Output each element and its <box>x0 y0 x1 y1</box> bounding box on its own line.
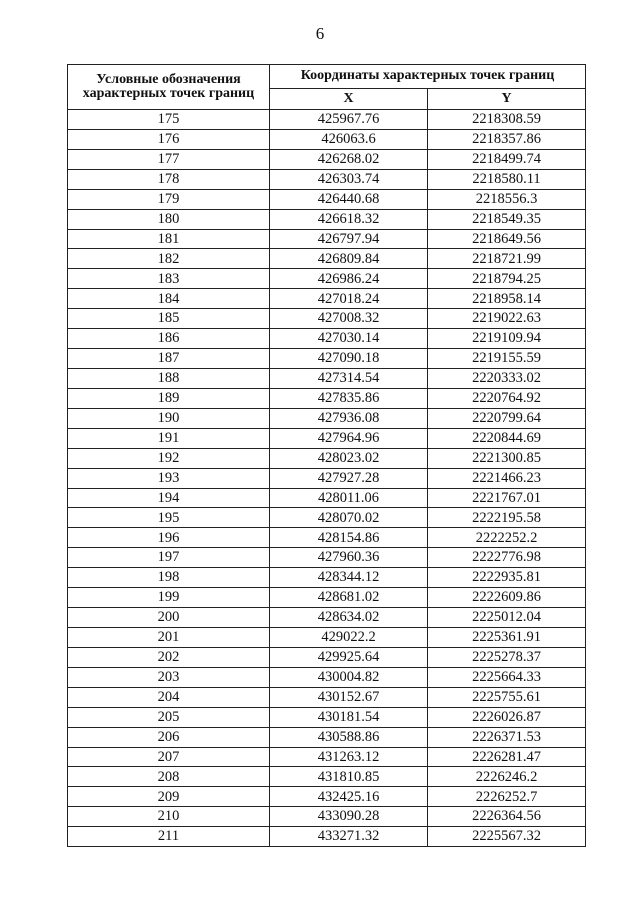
x-coordinate-cell: 428634.02 <box>270 608 428 628</box>
x-coordinate-cell: 427835.86 <box>270 388 428 408</box>
x-coordinate-cell: 430004.82 <box>270 667 428 687</box>
point-number-cell: 175 <box>68 110 270 130</box>
point-number-cell: 204 <box>68 687 270 707</box>
x-coordinate-cell: 427964.96 <box>270 428 428 448</box>
y-coordinate-cell: 2226371.53 <box>428 727 586 747</box>
table-row <box>68 249 586 269</box>
x-coordinate-cell: 426797.94 <box>270 229 428 249</box>
y-coordinate-cell: 2218308.59 <box>428 110 586 130</box>
table-row <box>68 747 586 767</box>
point-number-cell: 190 <box>68 408 270 428</box>
point-number-cell: 194 <box>68 488 270 508</box>
y-coordinate-cell: 2226364.56 <box>428 807 586 827</box>
point-number-cell: 207 <box>68 747 270 767</box>
y-coordinate-cell: 2226026.87 <box>428 707 586 727</box>
table-row <box>68 189 586 209</box>
y-coordinate-cell: 2218721.99 <box>428 249 586 269</box>
y-coordinate-cell: 2225012.04 <box>428 608 586 628</box>
point-number-cell: 200 <box>68 608 270 628</box>
table-row <box>68 110 586 130</box>
y-coordinate-cell: 2222609.86 <box>428 588 586 608</box>
x-coordinate-cell: 430152.67 <box>270 687 428 707</box>
table-row <box>68 169 586 189</box>
table-header <box>68 65 586 110</box>
table-row <box>68 368 586 388</box>
x-coordinate-cell: 426618.32 <box>270 209 428 229</box>
point-number-cell: 203 <box>68 667 270 687</box>
y-coordinate-cell: 2219022.63 <box>428 309 586 329</box>
point-number-cell: 176 <box>68 129 270 149</box>
x-coordinate-cell: 433271.32 <box>270 827 428 847</box>
y-coordinate-cell: 2219155.59 <box>428 349 586 369</box>
y-coordinate-cell: 2219109.94 <box>428 329 586 349</box>
x-coordinate-cell: 428070.02 <box>270 508 428 528</box>
table-row <box>68 209 586 229</box>
table-row <box>68 349 586 369</box>
table-row <box>68 309 586 329</box>
y-coordinate-cell: 2220333.02 <box>428 368 586 388</box>
x-coordinate-cell: 426986.24 <box>270 269 428 289</box>
y-coordinate-cell: 2220799.64 <box>428 408 586 428</box>
point-number-cell: 186 <box>68 329 270 349</box>
table-row <box>68 687 586 707</box>
point-number-cell: 210 <box>68 807 270 827</box>
page-number: 6 <box>315 24 325 43</box>
table-row <box>68 269 586 289</box>
x-coordinate-cell: 431263.12 <box>270 747 428 767</box>
y-coordinate-cell: 2226281.47 <box>428 747 586 767</box>
x-coordinate-cell: 427030.14 <box>270 329 428 349</box>
y-coordinate-cell: 2225755.61 <box>428 687 586 707</box>
x-coordinate-cell: 426268.02 <box>270 149 428 169</box>
table-row <box>68 647 586 667</box>
x-coordinate-cell: 427936.08 <box>270 408 428 428</box>
table-row <box>68 827 586 847</box>
y-coordinate-cell: 2218649.56 <box>428 229 586 249</box>
table-row <box>68 229 586 249</box>
y-coordinate-cell: 2225664.33 <box>428 667 586 687</box>
table-row <box>68 568 586 588</box>
table-row <box>68 428 586 448</box>
point-number-cell: 177 <box>68 149 270 169</box>
table-row <box>68 767 586 787</box>
point-number-cell: 178 <box>68 169 270 189</box>
table-row <box>68 787 586 807</box>
table-row <box>68 707 586 727</box>
y-coordinate-cell: 2225361.91 <box>428 627 586 647</box>
table-row <box>68 388 586 408</box>
table-row <box>68 727 586 747</box>
x-coordinate-cell: 428023.02 <box>270 448 428 468</box>
x-column-header: X <box>270 88 428 109</box>
y-coordinate-cell: 2218794.25 <box>428 269 586 289</box>
y-coordinate-cell: 2218499.74 <box>428 149 586 169</box>
point-number-cell: 189 <box>68 388 270 408</box>
point-number-cell: 185 <box>68 309 270 329</box>
y-coordinate-cell: 2218958.14 <box>428 289 586 309</box>
point-number-cell: 180 <box>68 209 270 229</box>
x-coordinate-cell: 432425.16 <box>270 787 428 807</box>
point-number-cell: 179 <box>68 189 270 209</box>
point-number-cell: 201 <box>68 627 270 647</box>
table-body <box>68 110 586 847</box>
table-row <box>68 408 586 428</box>
point-number-cell: 198 <box>68 568 270 588</box>
table-row <box>68 448 586 468</box>
point-number-cell: 192 <box>68 448 270 468</box>
point-number-cell: 184 <box>68 289 270 309</box>
y-coordinate-cell: 2222195.58 <box>428 508 586 528</box>
x-coordinate-cell: 427927.28 <box>270 468 428 488</box>
table-row <box>68 329 586 349</box>
x-coordinate-cell: 427018.24 <box>270 289 428 309</box>
point-number-cell: 202 <box>68 647 270 667</box>
point-number-cell: 205 <box>68 707 270 727</box>
table-row <box>68 488 586 508</box>
y-coordinate-cell: 2222252.2 <box>428 528 586 548</box>
x-coordinate-cell: 428011.06 <box>270 488 428 508</box>
x-coordinate-cell: 426809.84 <box>270 249 428 269</box>
point-number-cell: 181 <box>68 229 270 249</box>
y-column-header: Y <box>428 88 586 109</box>
x-coordinate-cell: 427090.18 <box>270 349 428 369</box>
point-number-cell: 195 <box>68 508 270 528</box>
x-coordinate-cell: 426063.6 <box>270 129 428 149</box>
coordinates-table <box>67 64 586 847</box>
x-coordinate-cell: 425967.76 <box>270 110 428 130</box>
point-number-cell: 191 <box>68 428 270 448</box>
x-coordinate-cell: 429022.2 <box>270 627 428 647</box>
x-coordinate-cell: 429925.64 <box>270 647 428 667</box>
point-number-cell: 183 <box>68 269 270 289</box>
point-number-cell: 197 <box>68 548 270 568</box>
table-row <box>68 667 586 687</box>
y-coordinate-cell: 2226246.2 <box>428 767 586 787</box>
x-coordinate-cell: 431810.85 <box>270 767 428 787</box>
table-row <box>68 149 586 169</box>
x-coordinate-cell: 428681.02 <box>270 588 428 608</box>
point-number-cell: 199 <box>68 588 270 608</box>
point-number-cell: 209 <box>68 787 270 807</box>
x-coordinate-cell: 428154.86 <box>270 528 428 548</box>
x-coordinate-cell: 428344.12 <box>270 568 428 588</box>
y-coordinate-cell: 2218549.35 <box>428 209 586 229</box>
table-row <box>68 129 586 149</box>
x-coordinate-cell: 427314.54 <box>270 368 428 388</box>
y-coordinate-cell: 2225278.37 <box>428 647 586 667</box>
x-coordinate-cell: 430588.86 <box>270 727 428 747</box>
x-coordinate-cell: 430181.54 <box>270 707 428 727</box>
y-coordinate-cell: 2222776.98 <box>428 548 586 568</box>
point-number-cell: 196 <box>68 528 270 548</box>
table-row <box>68 508 586 528</box>
table-row <box>68 468 586 488</box>
header-row <box>68 65 586 89</box>
y-coordinate-cell: 2226252.7 <box>428 787 586 807</box>
table-row <box>68 608 586 628</box>
table-row <box>68 627 586 647</box>
point-label-header: Условные обозначения характерных точек границ <box>68 65 270 110</box>
y-coordinate-cell: 2218580.11 <box>428 169 586 189</box>
y-coordinate-cell: 2221767.01 <box>428 488 586 508</box>
y-coordinate-cell: 2222935.81 <box>428 568 586 588</box>
point-number-cell: 193 <box>68 468 270 488</box>
point-number-cell: 211 <box>68 827 270 847</box>
y-coordinate-cell: 2225567.32 <box>428 827 586 847</box>
y-coordinate-cell: 2220844.69 <box>428 428 586 448</box>
point-number-cell: 182 <box>68 249 270 269</box>
coords-group-header: Координаты характерных точек границ <box>270 65 586 89</box>
point-number-cell: 188 <box>68 368 270 388</box>
table-row <box>68 528 586 548</box>
table-row <box>68 807 586 827</box>
table-row <box>68 548 586 568</box>
x-coordinate-cell: 433090.28 <box>270 807 428 827</box>
table-row <box>68 289 586 309</box>
y-coordinate-cell: 2220764.92 <box>428 388 586 408</box>
table-row <box>68 588 586 608</box>
x-coordinate-cell: 427008.32 <box>270 309 428 329</box>
x-coordinate-cell: 426303.74 <box>270 169 428 189</box>
y-coordinate-cell: 2218556.3 <box>428 189 586 209</box>
point-number-cell: 206 <box>68 727 270 747</box>
y-coordinate-cell: 2221300.85 <box>428 448 586 468</box>
y-coordinate-cell: 2218357.86 <box>428 129 586 149</box>
x-coordinate-cell: 427960.36 <box>270 548 428 568</box>
point-number-cell: 187 <box>68 349 270 369</box>
x-coordinate-cell: 426440.68 <box>270 189 428 209</box>
point-number-cell: 208 <box>68 767 270 787</box>
y-coordinate-cell: 2221466.23 <box>428 468 586 488</box>
